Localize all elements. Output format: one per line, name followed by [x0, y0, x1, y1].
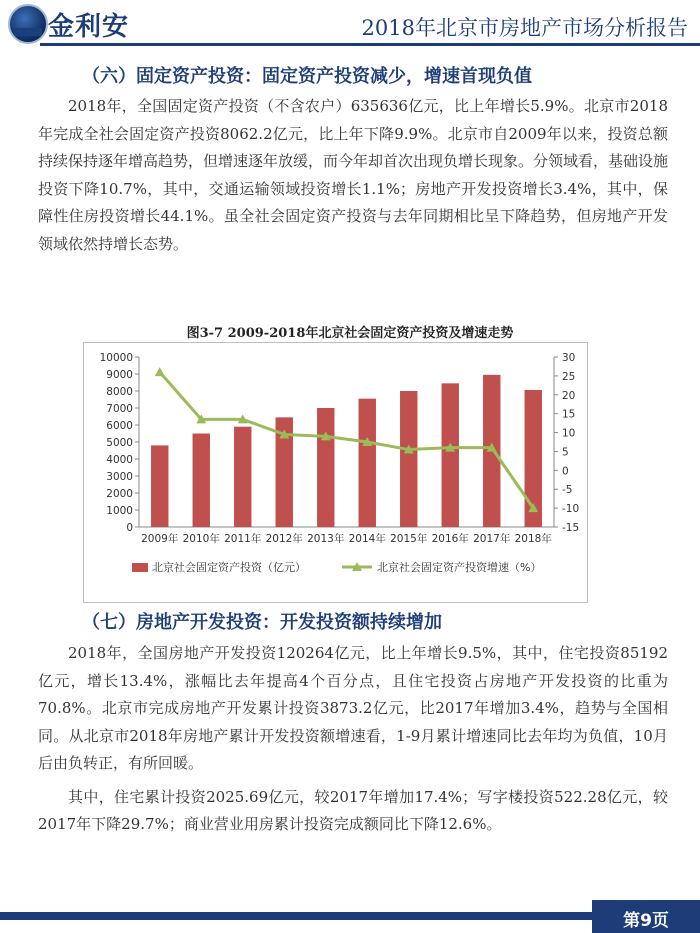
- right-tick-label: -15: [562, 522, 580, 534]
- right-tick-label: 0: [562, 465, 569, 478]
- section-7-paragraph-1: 2018年，全国房地产开发投资120264亿元，比上年增长9.5%，其中，住宅投资85192亿元，增长13.4%，涨幅比去年提高4个百分点，且住宅投资占房地产开发投资的比重为70.8%。北京市完成房地产开发累计投资3873.2亿元，比2017年增加3.4%，趋势与全国相同。从北京市2018年房地产累计开发投资额增速看，1-9月累计增速同比去年均为负值，10月后由负转正，有所回暖。: [38, 644, 668, 772]
- chart-canvas: [84, 343, 587, 602]
- right-tick-label: 10: [562, 427, 576, 440]
- section-6-heading: （六）固定资产投资：固定资产投资减少，增速首现负值: [82, 66, 532, 87]
- section-6-paragraph: 2018年，全国固定资产投资（不含农户）635636亿元，比上年增长5.9%。北京市2018年完成全社会固定资产投资8062.2亿元，比上年下降9.9%。北京市自2009年以来，投资总额持续保持逐年增高趋势，但增速逐年放缓，而今年却首次出现负增长现象。分领域看，基础设施投资下降10.7%，其中，交通运输领域投资增长1.1%；房地产开发投资增长3.4%，其中，保障性住房投资增长44.1%。虽全社会固定资产投资与去年同期相比呈下降趋势，但房地产开发领域依然持增长态势。: [38, 97, 669, 253]
- bar: [442, 383, 459, 527]
- bar: [400, 391, 417, 527]
- left-tick-label: 1000: [106, 505, 133, 517]
- x-tick-label: 2018年: [514, 533, 552, 545]
- x-tick-label: 2013年: [307, 533, 345, 545]
- bar: [151, 445, 168, 527]
- x-tick-label: 2011年: [224, 533, 262, 545]
- right-tick-label: -10: [562, 503, 580, 516]
- legend-line-label: 北京社会固定资产投资增速（%）: [377, 561, 542, 574]
- left-tick-label: 0: [126, 522, 133, 534]
- left-tick-label: 7000: [106, 403, 133, 415]
- right-tick-label: 25: [562, 370, 576, 383]
- bar: [317, 408, 334, 527]
- right-tick-label: 30: [562, 352, 576, 364]
- left-tick-label: 4000: [106, 454, 133, 466]
- company-name: 金利安: [48, 12, 130, 42]
- left-tick-label: 3000: [106, 471, 133, 483]
- x-tick-label: 2015年: [390, 533, 428, 545]
- bar: [193, 434, 210, 528]
- section-7-paragraph-2: 其中，住宅累计投资2025.69亿元，较2017年增加17.4%；写字楼投资522.28亿元，较2017年下降29.7%；商业营业用房累计投资完成额同比下降12.6%。: [38, 787, 668, 833]
- right-tick-label: -5: [562, 484, 573, 497]
- legend-bar-label: 北京社会固定资产投资（亿元）: [152, 561, 306, 574]
- bar: [234, 427, 251, 527]
- left-tick-label: 5000: [106, 437, 133, 449]
- growth-line: [160, 372, 534, 508]
- investment-chart: [83, 342, 588, 603]
- section-7-heading: （七）房地产开发投资：开发投资额持续增加: [82, 612, 442, 633]
- legend-bar-swatch: [132, 563, 148, 572]
- left-tick-label: 6000: [106, 420, 133, 432]
- bar: [359, 399, 376, 527]
- page-number: 第9页: [623, 911, 669, 931]
- report-title: 2018年北京市房地产市场分析报告: [361, 16, 688, 40]
- x-tick-label: 2014年: [348, 533, 386, 545]
- header-divider: [40, 43, 700, 46]
- section-7-body: [38, 640, 668, 839]
- right-tick-label: 20: [562, 389, 576, 402]
- left-tick-label: 2000: [106, 488, 133, 500]
- company-logo-icon: [8, 4, 48, 44]
- right-tick-label: 5: [562, 446, 569, 459]
- left-tick-label: 8000: [106, 386, 133, 398]
- left-tick-label: 9000: [106, 369, 133, 381]
- page-header: [0, 0, 700, 48]
- figure-caption: 图3-7 2009-2018年北京社会固定资产投资及增速走势: [186, 326, 514, 341]
- x-tick-label: 2009年: [141, 533, 179, 545]
- left-tick-label: 10000: [99, 352, 133, 364]
- right-tick-label: 15: [562, 408, 576, 421]
- section-6-body: [38, 93, 668, 258]
- growth-point: [155, 367, 165, 376]
- x-tick-label: 2017年: [473, 533, 511, 545]
- x-tick-label: 2016年: [431, 533, 469, 545]
- x-tick-label: 2010年: [182, 533, 220, 545]
- x-tick-label: 2012年: [265, 533, 303, 545]
